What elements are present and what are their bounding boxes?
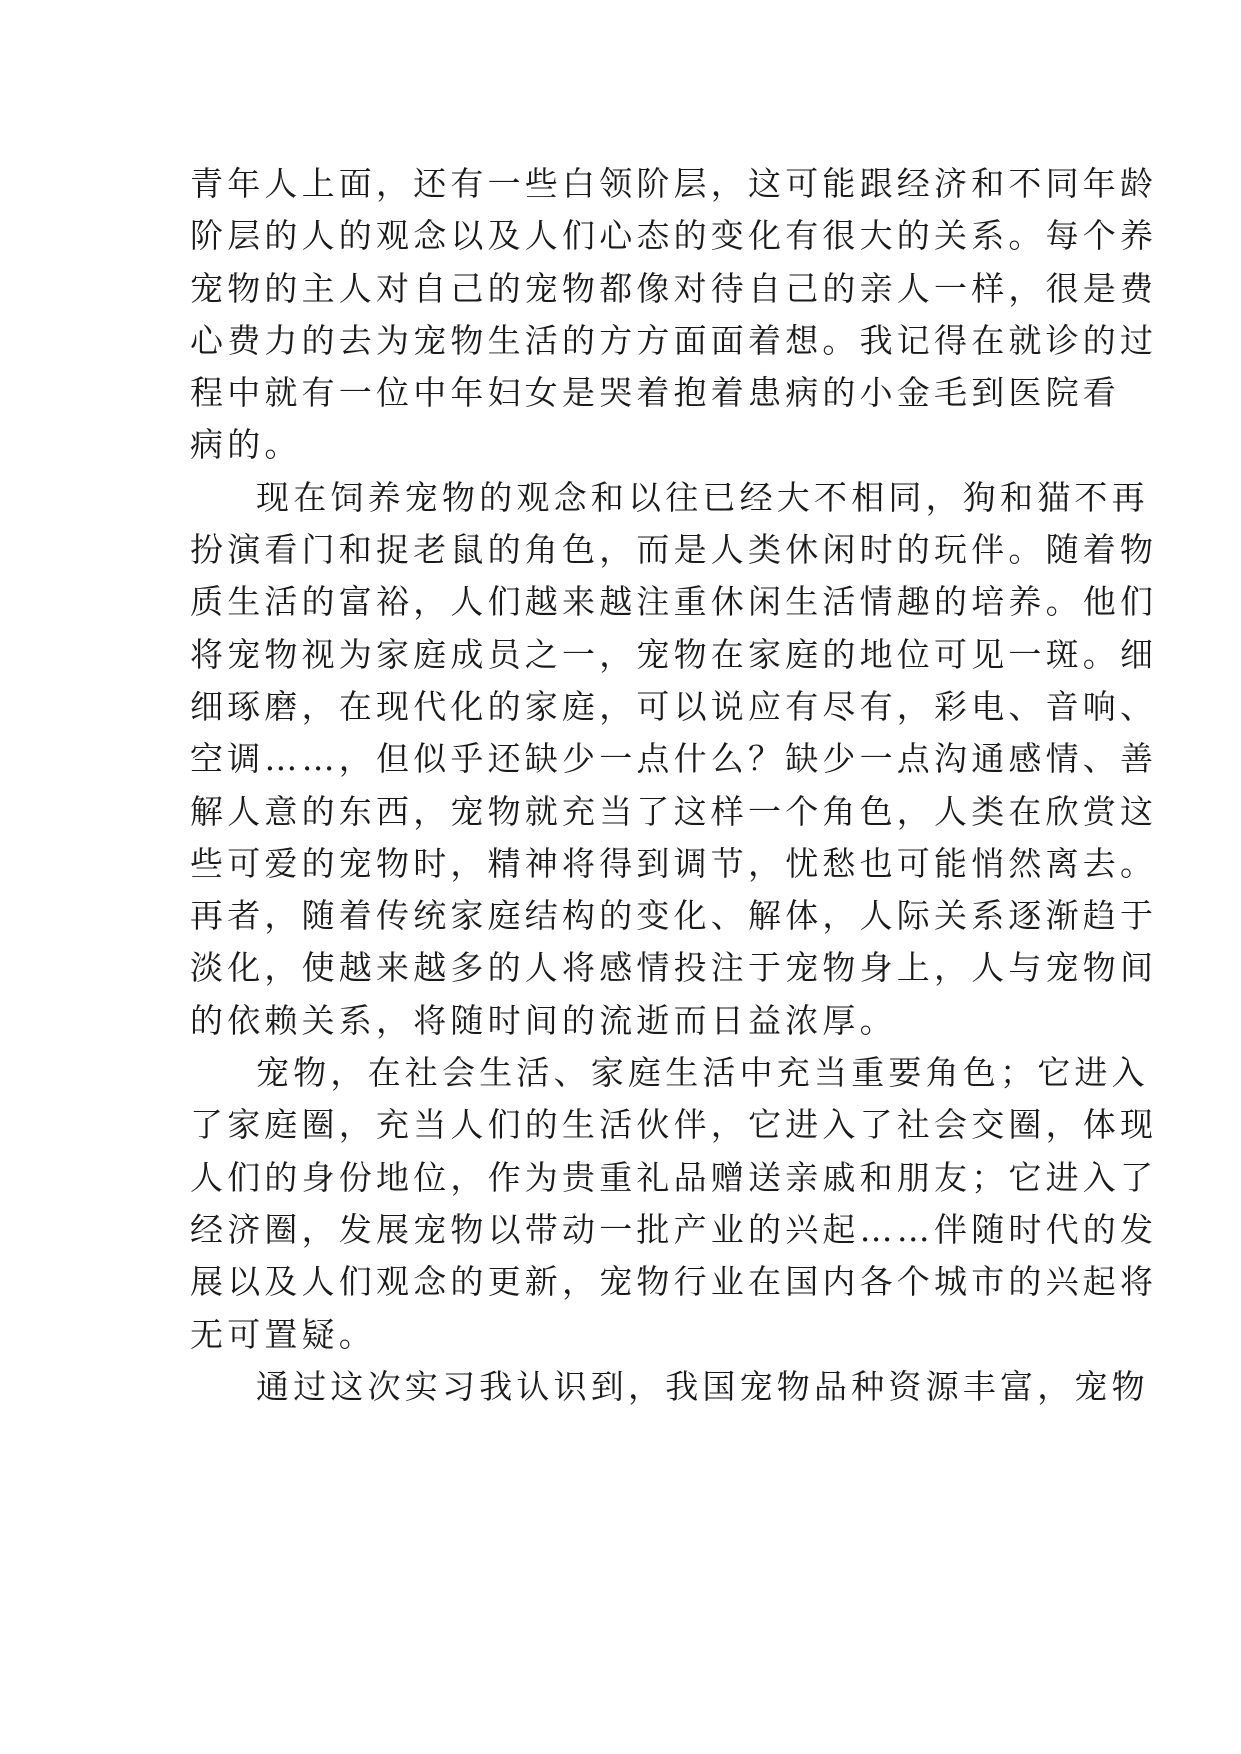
text-line: 空调……，但似乎还缺少一点什么？缺少一点沟通感情、善 — [190, 739, 1158, 779]
text-line: 病的。 — [190, 425, 302, 465]
paragraph — [190, 472, 1158, 1047]
text-line: 程中就有一位中年妇女是哭着抱着患病的小金毛到医院看 — [190, 373, 1120, 413]
text-line: 通过这次实习我认识到，我国宠物品种资源丰富，宠物 — [256, 1366, 1149, 1406]
text-line: 细琢磨，在现代化的家庭，可以说应有尽有，彩电、音响、 — [190, 686, 1158, 726]
paragraph — [190, 158, 1158, 472]
body-text — [190, 158, 1158, 1413]
text-line: 些可爱的宠物时，精神将得到调节，忧愁也可能悄然离去。 — [190, 843, 1158, 883]
text-line: 解人意的东西，宠物就充当了这样一个角色，人类在欣赏这 — [190, 791, 1158, 831]
text-line: 阶层的人的观念以及人们心态的变化有很大的关系。每个养 — [190, 216, 1158, 256]
paragraph — [190, 1361, 1149, 1413]
text-line: 现在饲养宠物的观念和以往已经大不相同，狗和猫不再 — [256, 477, 1149, 517]
text-line: 经济圈，发展宠物以带动一批产业的兴起……伴随时代的发 — [190, 1209, 1158, 1249]
text-line: 无可置疑。 — [190, 1314, 376, 1354]
text-line: 再者，随着传统家庭结构的变化、解体，人际关系逐渐趋于 — [190, 896, 1158, 936]
text-line: 质生活的富裕，人们越来越注重休闲生活情趣的培养。他们 — [190, 582, 1158, 622]
text-line: 扮演看门和捉老鼠的角色，而是人类休闲时的玩伴。随着物 — [190, 530, 1158, 570]
text-line: 宠物，在社会生活、家庭生活中充当重要角色；它进入 — [256, 1053, 1149, 1093]
text-line: 的依赖关系，将随时间的流逝而日益浓厚。 — [190, 1000, 897, 1040]
text-line: 了家庭圈，充当人们的生活伙伴，它进入了社会交圈，体现 — [190, 1105, 1158, 1145]
text-line: 心费力的去为宠物生活的方方面面着想。我记得在就诊的过 — [190, 320, 1158, 360]
text-line: 淡化，使越来越多的人将感情投注于宠物身上，人与宠物间 — [190, 948, 1158, 988]
text-line: 宠物的主人对自己的宠物都像对待自己的亲人一样，很是费 — [190, 268, 1158, 308]
text-line: 人们的身份地位，作为贵重礼品赠送亲戚和朋友；它进入了 — [190, 1157, 1158, 1197]
paragraph — [190, 1047, 1158, 1361]
text-line: 青年人上面，还有一些白领阶层，这可能跟经济和不同年龄 — [190, 164, 1158, 203]
text-line: 展以及人们观念的更新，宠物行业在国内各个城市的兴起将 — [190, 1262, 1158, 1302]
text-line: 将宠物视为家庭成员之一，宠物在家庭的地位可见一斑。细 — [190, 634, 1158, 674]
